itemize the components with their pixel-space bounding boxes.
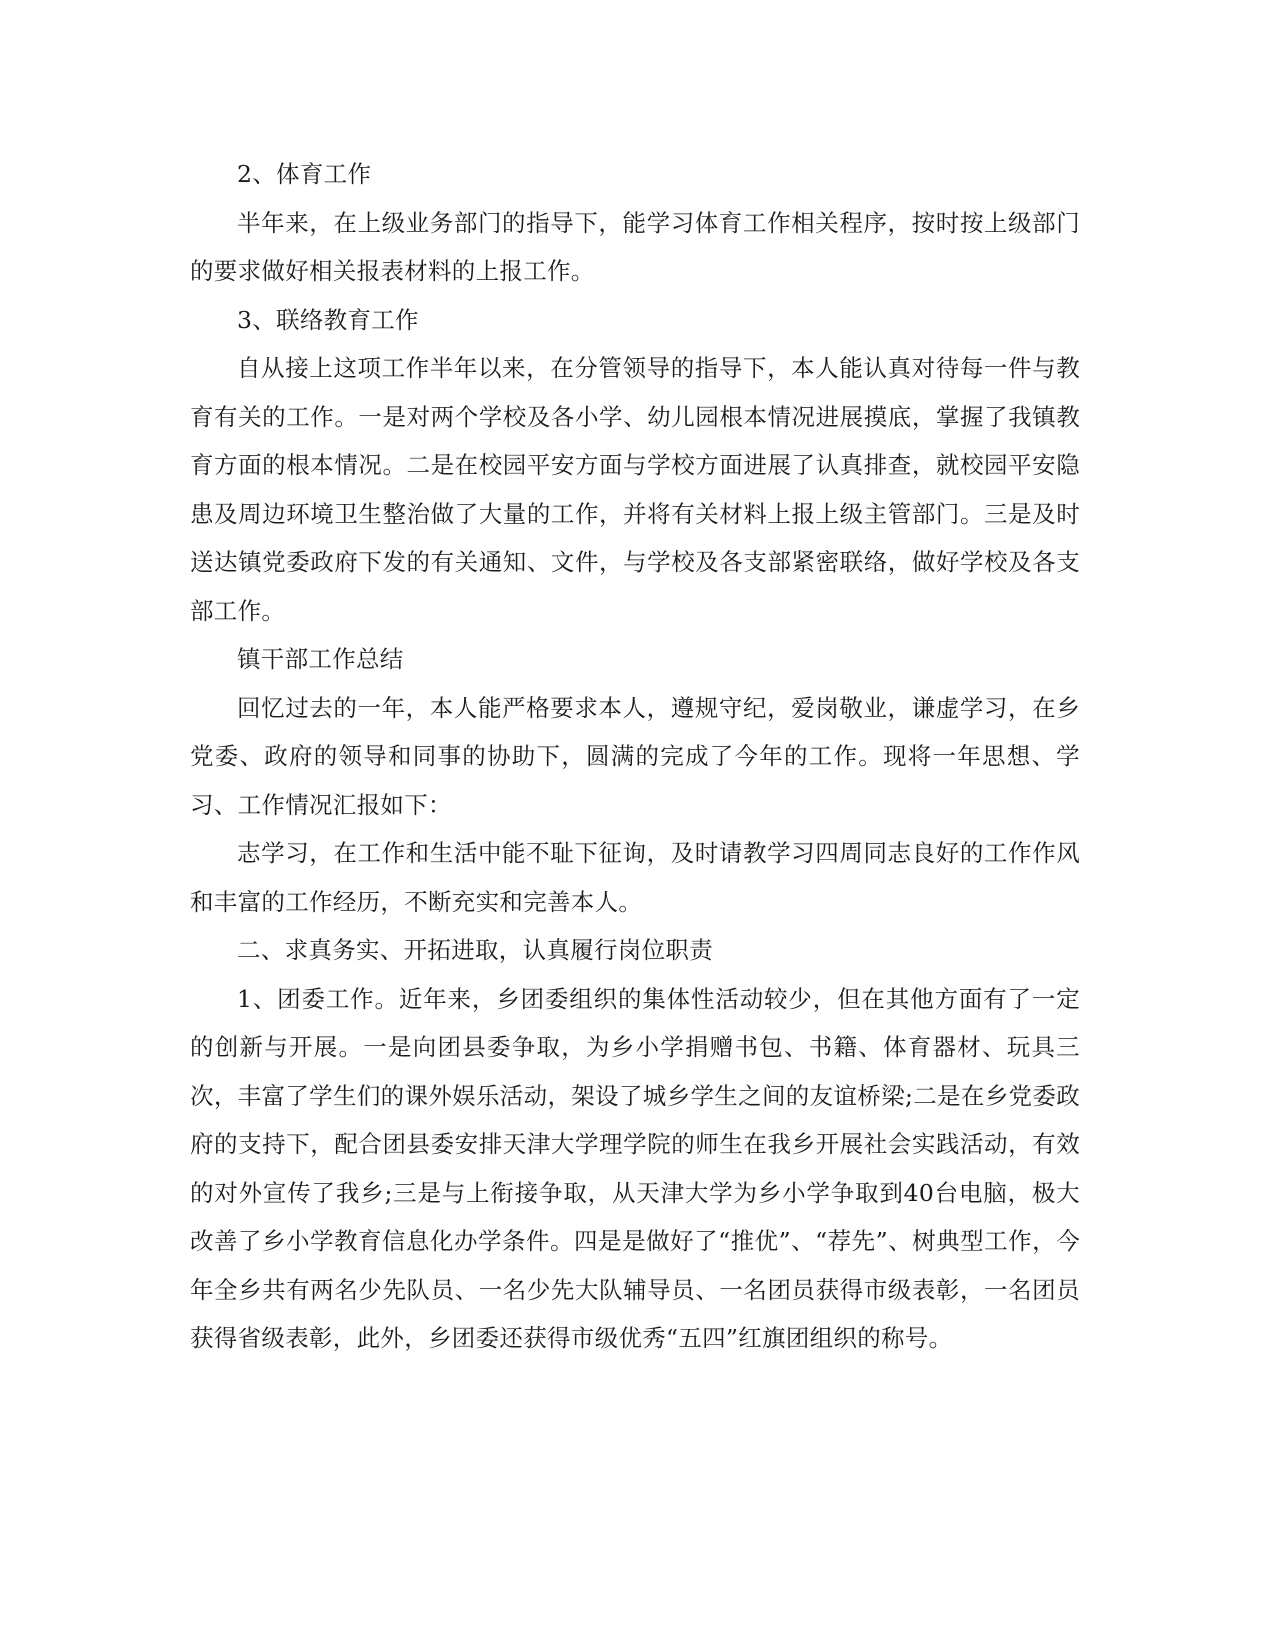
section-heading-education-liaison: 3、联络教育工作: [237, 305, 419, 334]
paragraph-youth-league-work: 1、团委工作。近年来，乡团委组织的集体性活动较少，但在其他方面有了一定的创新与开展。一是向团县委争取，为乡小学捐赠书包、书籍、体育器材、玩具三次，丰富了学生们的课外娱乐活动，架设了城乡学生之间的友谊桥梁;二是在乡党委政府的支持下，配合团县委安排天津大学理学院的师生在我乡开展社会实践活动，有效的对外宣传了我乡;三是与上衔接争取，从天津大学为乡小学争取到40台电脑，极大改善了乡小学教育信息化办学条件。四是是做好了“推优”、“荐先”、树典型工作，今年全乡共有两名少先队员、一名少先大队辅导员、一名团员获得市级表彰，一名团员获得省级表彰，此外，乡团委还获得市级优秀“五四”红旗团组织的称号。: [190, 984, 1080, 1352]
paragraph-review-year: 回忆过去的一年，本人能严格要求本人，遵规守纪，爱岗敬业，谦虚学习，在乡党委、政府的领导和同事的协助下，圆满的完成了今年的工作。现将一年思想、学习、工作情况汇报如下：: [190, 693, 1080, 819]
paragraph-education-liaison: 自从接上这项工作半年以来，在分管领导的指导下，本人能认真对待每一件与教育有关的工作。一是对两个学校及各小学、幼儿园根本情况进展摸底，掌握了我镇教育方面的根本情况。二是在校园平安方面与学校方面进展了认真排查，就校园平安隐患及周边环境卫生整治做了大量的工作，并将有关材料上报上级主管部门。三是及时送达镇党委政府下发的有关通知、文件，与学校及各支部紧密联络，做好学校及各支部工作。: [190, 354, 1080, 625]
paragraph-study: 志学习，在工作和生活中能不耻下征询，及时请教学习四周同志良好的工作作风和丰富的工作经历，不断充实和完善本人。: [190, 839, 1080, 916]
section-heading-summary-title: 镇干部工作总结: [237, 645, 404, 673]
section-heading-duties: 二、求真务实、开拓进取，认真履行岗位职责: [237, 936, 713, 964]
document-body: [190, 150, 1080, 1363]
section-heading-sports: 2、体育工作: [237, 160, 372, 188]
paragraph-sports-work: 半年来，在上级业务部门的指导下，能学习体育工作相关程序，按时按上级部门的要求做好相关报表材料的上报工作。: [190, 208, 1080, 285]
